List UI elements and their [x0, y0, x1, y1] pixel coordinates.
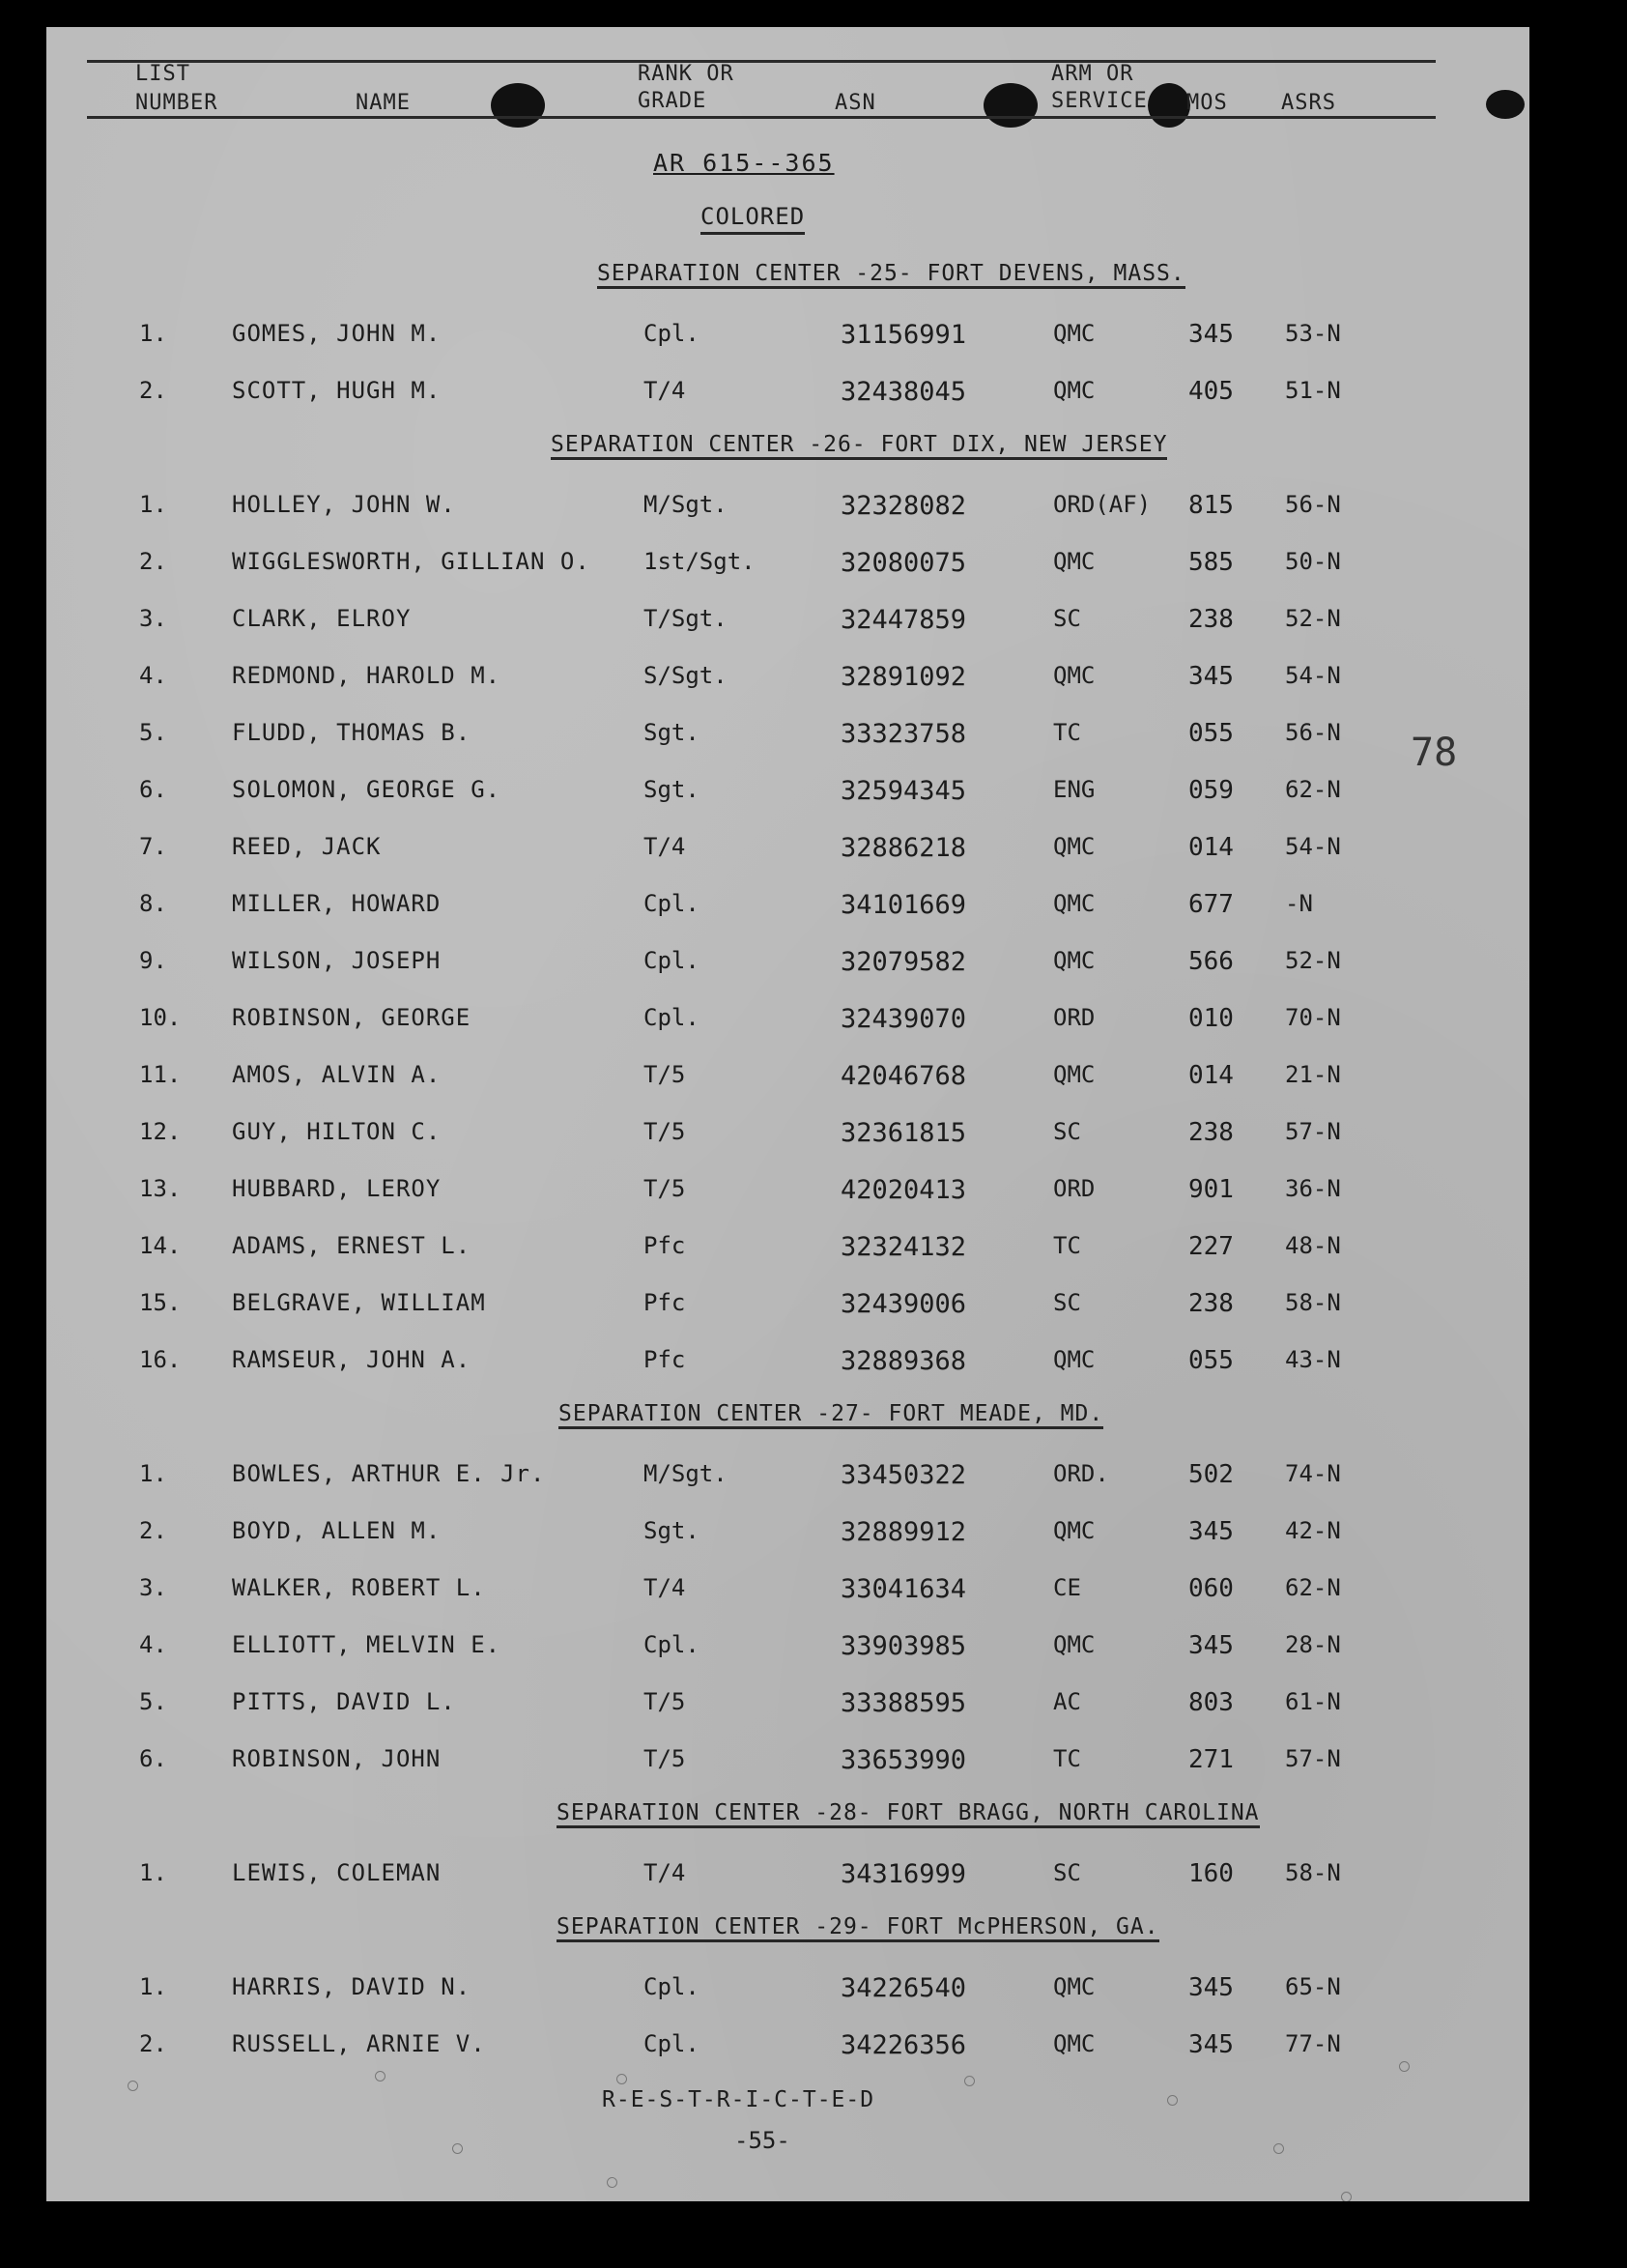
asn-number: 32439006 — [841, 1289, 967, 1319]
table-row — [46, 768, 1529, 825]
soldier-name: WILSON, JOSEPH — [232, 947, 442, 974]
asn-number: 33450322 — [841, 1460, 967, 1490]
asn-number: 33323758 — [841, 719, 967, 749]
soldier-name: BELGRAVE, WILLIAM — [232, 1289, 486, 1316]
rank-grade: S/Sgt. — [643, 662, 728, 689]
soldier-name: WALKER, ROBERT L. — [232, 1574, 486, 1601]
mos-code: 677 — [1188, 890, 1234, 919]
asrs-score: 21-N — [1285, 1061, 1341, 1088]
header-name: NAME — [356, 91, 411, 115]
punch-hole — [491, 83, 545, 128]
mos-code: 059 — [1188, 776, 1234, 805]
asn-number: 31156991 — [841, 320, 967, 350]
list-number: 14. — [139, 1232, 182, 1259]
rank-grade: 1st/Sgt. — [643, 548, 756, 575]
soldier-name: RUSSELL, ARNIE V. — [232, 2030, 486, 2057]
page-number: -55- — [734, 2127, 790, 2154]
asn-number: 32080075 — [841, 548, 967, 578]
table-row — [46, 312, 1529, 369]
asrs-score: 28-N — [1285, 1631, 1341, 1658]
section-title — [46, 1909, 1529, 1966]
rank-grade: Sgt. — [643, 719, 699, 746]
rank-grade: T/4 — [643, 377, 686, 404]
asn-number: 32889912 — [841, 1517, 967, 1547]
asrs-score: 56-N — [1285, 719, 1341, 746]
table-row — [46, 654, 1529, 711]
header-grade: GRADE — [638, 89, 707, 113]
arm-service: QMC — [1053, 1517, 1096, 1544]
asrs-score: 54-N — [1285, 833, 1341, 860]
table-row — [46, 1966, 1529, 2023]
soldier-name: ELLIOTT, MELVIN E. — [232, 1631, 501, 1658]
list-number: 1. — [139, 1973, 167, 2000]
soldier-name: SCOTT, HUGH M. — [232, 377, 442, 404]
speckle — [1341, 2192, 1352, 2201]
arm-service: ORD — [1053, 1175, 1096, 1202]
table-row — [46, 825, 1529, 882]
asrs-score: 51-N — [1285, 377, 1341, 404]
arm-service: QMC — [1053, 1631, 1096, 1658]
list-number: 3. — [139, 1574, 167, 1601]
table-row — [46, 1852, 1529, 1909]
list-number: 7. — [139, 833, 167, 860]
arm-service: QMC — [1053, 548, 1096, 575]
asn-number: 32439070 — [841, 1004, 967, 1034]
asrs-score: 52-N — [1285, 947, 1341, 974]
asrs-score: 43-N — [1285, 1346, 1341, 1373]
rank-grade: Cpl. — [643, 320, 699, 347]
table-row — [46, 1281, 1529, 1338]
header-asn: ASN — [835, 91, 876, 115]
asn-number: 34101669 — [841, 890, 967, 920]
soldier-name: REED, JACK — [232, 833, 382, 860]
list-number: 1. — [139, 1859, 167, 1886]
soldier-name: GUY, HILTON C. — [232, 1118, 442, 1145]
arm-service: ORD — [1053, 1004, 1096, 1031]
speckle — [375, 2071, 385, 2081]
speckle — [1273, 2143, 1284, 2154]
speckle — [607, 2177, 617, 2188]
table-row — [46, 996, 1529, 1053]
mos-code: 238 — [1188, 605, 1234, 634]
soldier-name: BOWLES, ARTHUR E. Jr. — [232, 1460, 546, 1487]
list-number: 12. — [139, 1118, 182, 1145]
mos-code: 901 — [1188, 1175, 1234, 1204]
asrs-score: 54-N — [1285, 662, 1341, 689]
speckle — [1399, 2061, 1410, 2072]
asn-number: 32438045 — [841, 377, 967, 407]
asrs-score: 61-N — [1285, 1688, 1341, 1715]
section-title — [46, 1794, 1529, 1852]
section-title — [46, 1395, 1529, 1452]
rank-grade: Cpl. — [643, 2030, 699, 2057]
table-row — [46, 1737, 1529, 1794]
arm-service: QMC — [1053, 833, 1096, 860]
header-rank: RANK OR — [638, 62, 734, 86]
asn-number: 33388595 — [841, 1688, 967, 1718]
mos-code: 055 — [1188, 1346, 1234, 1375]
mos-code: 238 — [1188, 1118, 1234, 1147]
rank-grade: M/Sgt. — [643, 491, 728, 518]
rank-grade: Cpl. — [643, 1004, 699, 1031]
soldier-name: MILLER, HOWARD — [232, 890, 442, 917]
arm-service: SC — [1053, 1118, 1081, 1145]
arm-service: SC — [1053, 605, 1081, 632]
table-row — [46, 1566, 1529, 1623]
asn-number: 42020413 — [841, 1175, 967, 1205]
mos-code: 271 — [1188, 1745, 1234, 1774]
asrs-score: 42-N — [1285, 1517, 1341, 1544]
mos-code: 010 — [1188, 1004, 1234, 1033]
punch-hole — [1148, 83, 1190, 128]
mos-code: 014 — [1188, 1061, 1234, 1090]
asn-number: 34316999 — [841, 1859, 967, 1889]
table-row — [46, 597, 1529, 654]
separation-center-heading: SEPARATION CENTER -29- FORT McPHERSON, GA. — [557, 1914, 1159, 1942]
soldier-name: RAMSEUR, JOHN A. — [232, 1346, 471, 1373]
asrs-score: 58-N — [1285, 1289, 1341, 1316]
list-number: 2. — [139, 377, 167, 404]
mos-code: 345 — [1188, 320, 1234, 349]
asn-number: 32886218 — [841, 833, 967, 863]
asn-number: 33903985 — [841, 1631, 967, 1661]
list-number: 3. — [139, 605, 167, 632]
list-number: 5. — [139, 1688, 167, 1715]
asn-number: 32889368 — [841, 1346, 967, 1376]
asn-number: 33041634 — [841, 1574, 967, 1604]
section-title — [46, 255, 1529, 312]
list-number: 13. — [139, 1175, 182, 1202]
list-number: 1. — [139, 320, 167, 347]
rank-grade: Cpl. — [643, 1631, 699, 1658]
mos-code: 227 — [1188, 1232, 1234, 1261]
category-heading: COLORED — [700, 203, 805, 230]
rank-grade: T/5 — [643, 1745, 686, 1772]
soldier-name: SOLOMON, GEORGE G. — [232, 776, 501, 803]
table-row — [46, 540, 1529, 597]
mos-code: 585 — [1188, 548, 1234, 577]
rank-grade: T/5 — [643, 1061, 686, 1088]
header-service: SERVICE — [1051, 89, 1148, 113]
rank-grade: Cpl. — [643, 1973, 699, 2000]
header-asrs: ASRS — [1281, 91, 1336, 115]
soldier-name: BOYD, ALLEN M. — [232, 1517, 442, 1544]
soldier-name: REDMOND, HAROLD M. — [232, 662, 501, 689]
list-number: 1. — [139, 491, 167, 518]
list-number: 9. — [139, 947, 167, 974]
mos-code: 566 — [1188, 947, 1234, 976]
table-row — [46, 711, 1529, 768]
soldier-name: PITTS, DAVID L. — [232, 1688, 456, 1715]
soldier-name: FLUDD, THOMAS B. — [232, 719, 471, 746]
arm-service: SC — [1053, 1289, 1081, 1316]
mos-code: 345 — [1188, 2030, 1234, 2059]
separation-center-heading: SEPARATION CENTER -26- FORT DIX, NEW JERSEY — [551, 432, 1167, 460]
soldier-name: ROBINSON, GEORGE — [232, 1004, 471, 1031]
arm-service: TC — [1053, 1745, 1081, 1772]
document-page — [46, 27, 1529, 2201]
table-row — [46, 1623, 1529, 1680]
asrs-score: 52-N — [1285, 605, 1341, 632]
header-mos: MOS — [1186, 91, 1228, 115]
rank-grade: Sgt. — [643, 1517, 699, 1544]
table-row — [46, 1224, 1529, 1281]
mos-code: 502 — [1188, 1460, 1234, 1489]
rank-grade: Pfc — [643, 1232, 686, 1259]
asrs-score: 57-N — [1285, 1745, 1341, 1772]
punch-hole — [1486, 90, 1525, 119]
list-number: 6. — [139, 1745, 167, 1772]
asn-number: 32361815 — [841, 1118, 967, 1148]
speckle — [452, 2143, 463, 2154]
arm-service: QMC — [1053, 1346, 1096, 1373]
rank-grade: Sgt. — [643, 776, 699, 803]
soldier-name: HOLLEY, JOHN W. — [232, 491, 456, 518]
soldier-name: AMOS, ALVIN A. — [232, 1061, 442, 1088]
list-number: 16. — [139, 1346, 182, 1373]
table-row — [46, 1509, 1529, 1566]
mos-code: 345 — [1188, 1631, 1234, 1660]
soldier-name: HARRIS, DAVID N. — [232, 1973, 471, 2000]
punch-hole — [984, 83, 1038, 128]
header-list: LIST — [135, 62, 190, 86]
header-number: NUMBER — [135, 91, 218, 115]
rank-grade: T/4 — [643, 833, 686, 860]
soldier-name: GOMES, JOHN M. — [232, 320, 442, 347]
list-number: 4. — [139, 1631, 167, 1658]
soldier-name: ROBINSON, JOHN — [232, 1745, 442, 1772]
asrs-score: 74-N — [1285, 1460, 1341, 1487]
rank-grade: Cpl. — [643, 947, 699, 974]
arm-service: TC — [1053, 719, 1081, 746]
asn-number: 32891092 — [841, 662, 967, 692]
asrs-score: 62-N — [1285, 1574, 1341, 1601]
mos-code: 160 — [1188, 1859, 1234, 1888]
rank-grade: T/5 — [643, 1118, 686, 1145]
rank-grade: T/5 — [643, 1688, 686, 1715]
soldier-name: LEWIS, COLEMAN — [232, 1859, 442, 1886]
margin-note: 78 — [1411, 731, 1458, 775]
asrs-score: 50-N — [1285, 548, 1341, 575]
asn-number: 32594345 — [841, 776, 967, 806]
arm-service: QMC — [1053, 2030, 1096, 2057]
table-row — [46, 2023, 1529, 2080]
asrs-score: -N — [1285, 890, 1313, 917]
table-row — [46, 1452, 1529, 1509]
mos-code: 014 — [1188, 833, 1234, 862]
mos-code: 238 — [1188, 1289, 1234, 1318]
soldier-name: ADAMS, ERNEST L. — [232, 1232, 471, 1259]
arm-service: QMC — [1053, 890, 1096, 917]
asrs-score: 57-N — [1285, 1118, 1341, 1145]
asrs-score: 65-N — [1285, 1973, 1341, 2000]
list-number: 1. — [139, 1460, 167, 1487]
table-row — [46, 1338, 1529, 1395]
asn-number: 32447859 — [841, 605, 967, 635]
list-number: 2. — [139, 1517, 167, 1544]
asn-number: 32324132 — [841, 1232, 967, 1262]
section-title — [46, 426, 1529, 483]
rank-grade: Cpl. — [643, 890, 699, 917]
arm-service: ORD(AF) — [1053, 491, 1152, 518]
asrs-score: 58-N — [1285, 1859, 1341, 1886]
rank-grade: T/4 — [643, 1574, 686, 1601]
rank-grade: Pfc — [643, 1346, 686, 1373]
asrs-score: 36-N — [1285, 1175, 1341, 1202]
asn-number: 34226356 — [841, 2030, 967, 2060]
table-row — [46, 939, 1529, 996]
arm-service: TC — [1053, 1232, 1081, 1259]
asrs-score: 62-N — [1285, 776, 1341, 803]
arm-service: ENG — [1053, 776, 1096, 803]
arm-service: QMC — [1053, 320, 1096, 347]
mos-code: 055 — [1188, 719, 1234, 748]
separation-center-heading: SEPARATION CENTER -27- FORT MEADE, MD. — [558, 1401, 1103, 1429]
table-row — [46, 1110, 1529, 1167]
list-number: 10. — [139, 1004, 182, 1031]
table-row — [46, 1680, 1529, 1737]
restricted-marking: R-E-S-T-R-I-C-T-E-D — [602, 2087, 875, 2112]
mos-code: 815 — [1188, 491, 1234, 520]
soldier-name: WIGGLESWORTH, GILLIAN O. — [232, 548, 590, 575]
arm-service: ORD. — [1053, 1460, 1109, 1487]
asrs-score: 77-N — [1285, 2030, 1341, 2057]
asn-number: 33653990 — [841, 1745, 967, 1775]
speckle — [1167, 2095, 1178, 2106]
arm-service: CE — [1053, 1574, 1081, 1601]
asrs-score: 53-N — [1285, 320, 1341, 347]
soldier-name: CLARK, ELROY — [232, 605, 412, 632]
speckle — [616, 2074, 627, 2084]
header-rule — [87, 116, 1436, 119]
mos-code: 345 — [1188, 662, 1234, 691]
separation-center-heading: SEPARATION CENTER -28- FORT BRAGG, NORTH CAROLINA — [557, 1800, 1260, 1828]
table-row — [46, 369, 1529, 426]
list-number: 2. — [139, 2030, 167, 2057]
rank-grade: Pfc — [643, 1289, 686, 1316]
mos-code: 803 — [1188, 1688, 1234, 1717]
arm-service: QMC — [1053, 662, 1096, 689]
arm-service: AC — [1053, 1688, 1081, 1715]
list-number: 6. — [139, 776, 167, 803]
asn-number: 42046768 — [841, 1061, 967, 1091]
arm-service: SC — [1053, 1859, 1081, 1886]
table-row — [46, 1053, 1529, 1110]
asrs-score: 56-N — [1285, 491, 1341, 518]
asn-number: 34226540 — [841, 1973, 967, 2003]
separation-center-heading: SEPARATION CENTER -25- FORT DEVENS, MASS. — [597, 261, 1185, 289]
list-number: 8. — [139, 890, 167, 917]
table-row — [46, 483, 1529, 540]
asrs-score: 48-N — [1285, 1232, 1341, 1259]
list-number: 11. — [139, 1061, 182, 1088]
speckle — [964, 2076, 975, 2086]
list-number: 4. — [139, 662, 167, 689]
arm-service: QMC — [1053, 377, 1096, 404]
list-number: 5. — [139, 719, 167, 746]
rank-grade: T/Sgt. — [643, 605, 728, 632]
separation-list — [46, 255, 1529, 2080]
mos-code: 060 — [1188, 1574, 1234, 1603]
soldier-name: HUBBARD, LEROY — [232, 1175, 442, 1202]
arm-service: QMC — [1053, 1973, 1096, 2000]
rank-grade: T/4 — [643, 1859, 686, 1886]
table-row — [46, 1167, 1529, 1224]
mos-code: 405 — [1188, 377, 1234, 406]
asn-number: 32079582 — [841, 947, 967, 977]
mos-code: 345 — [1188, 1973, 1234, 2002]
arm-service: QMC — [1053, 947, 1096, 974]
header-rule — [87, 60, 1436, 63]
list-number: 15. — [139, 1289, 182, 1316]
speckle — [128, 2081, 138, 2091]
rank-grade: M/Sgt. — [643, 1460, 728, 1487]
regulation-reference: AR 615--365 — [653, 149, 835, 177]
asn-number: 32328082 — [841, 491, 967, 521]
asrs-score: 70-N — [1285, 1004, 1341, 1031]
table-row — [46, 882, 1529, 939]
arm-service: QMC — [1053, 1061, 1096, 1088]
header-arm: ARM OR — [1051, 62, 1134, 86]
rank-grade: T/5 — [643, 1175, 686, 1202]
mos-code: 345 — [1188, 1517, 1234, 1546]
list-number: 2. — [139, 548, 167, 575]
